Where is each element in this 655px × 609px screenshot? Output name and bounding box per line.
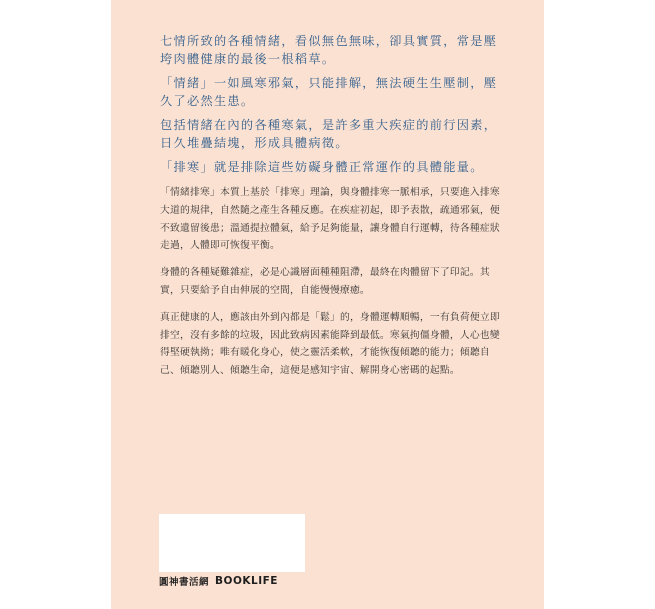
intro-paragraph-4: 「排寒」就是排除這些妨礙身體正常運作的具體能量。 (160, 160, 484, 174)
body-text-block (160, 184, 500, 389)
body-paragraph-3: 真正健康的人，應該由外到內都是「鬆」的，身體運轉順暢，一有負荷便立即排空，沒有多餘的垃圾，因此致病因素能降到最低。寒氣拘僵身體，人心也變得堅硬執拗；唯有暖化身心，使之靈活柔軟，才能恢復傾聽的能力；傾聽自己、傾聽別人、傾聽生命，這便是感知宇宙、解開身心密碼的起點。 (160, 311, 500, 377)
intro-paragraph-3: 包括情緒在內的各種寒氣，是許多重大疾症的前行因素，日久堆疊結塊，形成具體病徵。 (160, 118, 498, 150)
publisher-logos (159, 574, 278, 588)
intro-paragraph-1: 七情所致的各種情緒，看似無色無味，卻具實質，常是壓垮肉體健康的最後一根稻草。 (160, 34, 498, 66)
publisher-logo-chinese: 圓神書活網 (159, 577, 210, 588)
intro-text-block (160, 32, 500, 182)
body-paragraph-2: 身體的各種疑難雜症，必是心識層面種種阻滯，最終在肉體留下了印記。其實，只要給予自由伸展的空間，自能慢慢療癒。 (160, 267, 490, 296)
barcode-area (159, 514, 305, 572)
publisher-logo-booklife: BOOKLIFE (215, 575, 278, 587)
body-paragraph-1: 「情緒排寒」本質上基於「排寒」理論，與身體排寒一脈相承，只要進入排寒大道的規律，自然隨之產生各種反應。在疾症初起，即予表散，疏通邪氣，便不致遺留後患；溫通提拉體氣，給予足夠能量，讓身體自行運轉，待各種症狀走過，人體即可恢復平衡。 (160, 187, 500, 252)
intro-paragraph-2: 「情緒」一如風寒邪氣，只能排解，無法硬生生壓制，壓久了必然生患。 (160, 76, 498, 108)
